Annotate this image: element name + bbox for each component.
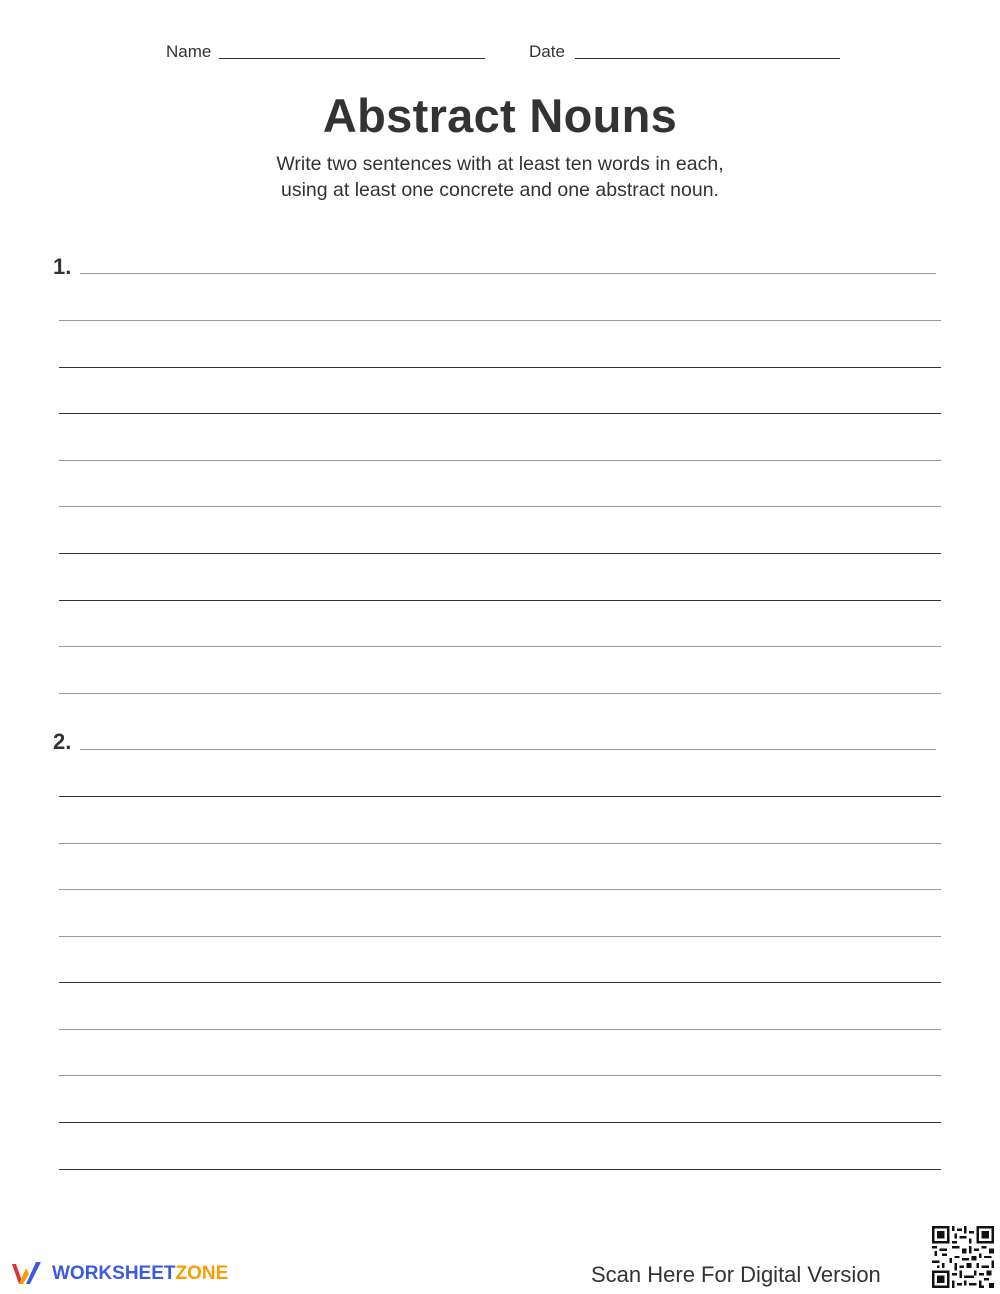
name-field-line[interactable] xyxy=(219,58,485,59)
answer-line[interactable] xyxy=(59,889,941,890)
qr-code-icon[interactable] xyxy=(932,1226,994,1288)
answer-line[interactable] xyxy=(59,796,941,797)
answer-line[interactable] xyxy=(59,367,941,368)
brand-name-part1: WORKSHEET xyxy=(52,1263,176,1284)
answer-line[interactable] xyxy=(59,982,941,983)
instructions-line-2: using at least one concrete and one abstract noun. xyxy=(281,179,719,201)
answer-line[interactable] xyxy=(59,1075,941,1076)
question-number-2: 2. xyxy=(53,729,72,754)
scan-here-text: Scan Here For Digital Version xyxy=(591,1262,881,1287)
brand-w-icon xyxy=(10,1260,46,1288)
answer-line[interactable] xyxy=(59,600,941,601)
answer-line[interactable] xyxy=(59,843,941,844)
answer-line[interactable] xyxy=(59,460,941,461)
instructions-line-1: Write two sentences with at least ten words in each, xyxy=(276,153,724,175)
answer-line[interactable] xyxy=(80,273,936,274)
page-title: Abstract Nouns xyxy=(322,89,678,142)
answer-line[interactable] xyxy=(59,693,941,694)
answer-line[interactable] xyxy=(59,1169,941,1170)
answer-line[interactable] xyxy=(59,506,941,507)
question-number-1: 1. xyxy=(53,254,72,279)
name-label: Name xyxy=(166,42,212,61)
worksheet-zone-logo[interactable] xyxy=(10,1259,228,1289)
answer-line[interactable] xyxy=(59,936,941,937)
date-label: Date xyxy=(529,42,565,61)
answer-line[interactable] xyxy=(59,553,941,554)
answer-line[interactable] xyxy=(80,749,936,750)
answer-line[interactable] xyxy=(59,646,941,647)
answer-line[interactable] xyxy=(59,413,941,414)
date-field-line[interactable] xyxy=(575,58,840,59)
answer-line[interactable] xyxy=(59,1029,941,1030)
answer-line[interactable] xyxy=(59,1122,941,1123)
answer-line[interactable] xyxy=(59,320,941,321)
brand-name-part2: ZONE xyxy=(175,1263,229,1284)
